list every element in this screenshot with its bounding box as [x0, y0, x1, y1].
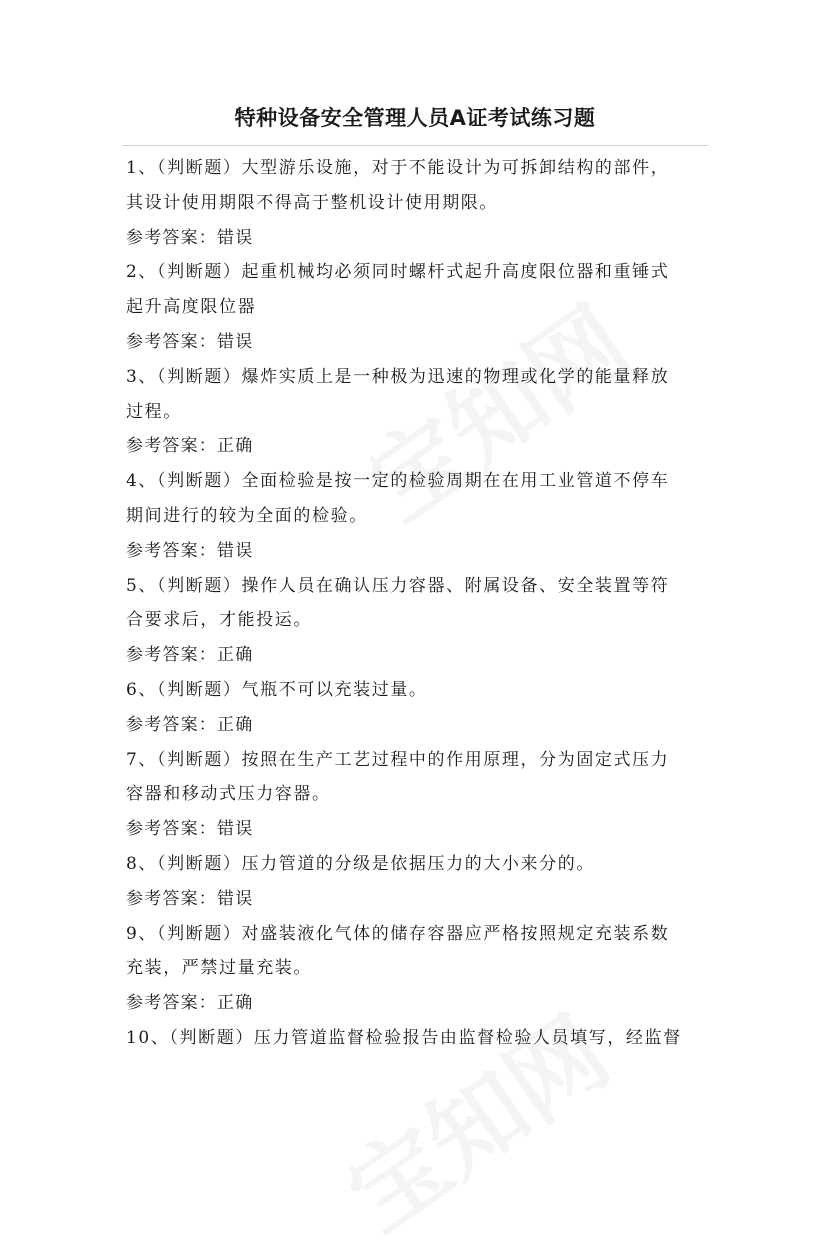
question-text-line: 起升高度限位器: [126, 297, 257, 318]
answer-label: 参考答案：: [126, 227, 217, 248]
answer-label: 参考答案：: [126, 819, 217, 840]
answer-value: 正确: [217, 436, 254, 457]
answer-label: 参考答案：: [126, 714, 217, 735]
question-text-line: 其设计使用期限不得高于整机设计使用期限。: [126, 192, 498, 213]
question-text-line: 合要求后，才能投运。: [126, 610, 312, 631]
question-list: [126, 151, 710, 1056]
question-text-line: 5、（判断题）操作人员在确认压力容器、附属设备、安全装置等符: [126, 575, 670, 596]
answer-label: 参考答案：: [126, 888, 217, 909]
question-text-line: 容器和移动式压力容器。: [126, 784, 331, 805]
answer-value: 正确: [217, 645, 254, 666]
answer-value: 错误: [217, 227, 254, 248]
answer-line: [126, 986, 710, 1021]
answer-value: 错误: [217, 331, 254, 352]
answer-label: 参考答案：: [126, 331, 217, 352]
question-text-line: 期间进行的较为全面的检验。: [126, 505, 368, 526]
answer-value: 错误: [217, 819, 254, 840]
title-divider: [122, 145, 708, 146]
answer-value: 正确: [217, 993, 254, 1014]
answer-value: 错误: [217, 888, 254, 909]
question-text-line: 1、（判断题）大型游乐设施，对于不能设计为可拆卸结构的部件，: [126, 158, 670, 178]
answer-line: [126, 882, 710, 917]
question-text-line: 充装，严禁过量充装。: [126, 958, 312, 979]
question-text-line: 6、（判断题）气瓶不可以充装过量。: [126, 679, 428, 700]
answer-line: [126, 221, 710, 256]
answer-line: [126, 638, 710, 673]
question-text-line: 10、（判断题）压力管道监督检验报告由监督检验人员填写，经监督: [126, 1027, 682, 1048]
question-text-line: 4、（判断题）全面检验是按一定的检验周期在在用工业管道不停车: [126, 471, 670, 492]
answer-value: 正确: [217, 714, 254, 735]
answer-line: [126, 812, 710, 847]
answer-label: 参考答案：: [126, 993, 217, 1014]
answer-value: 错误: [217, 540, 254, 561]
question-text-line: 2、（判断题）起重机械均必须同时螺杆式起升高度限位器和重锤式: [126, 262, 670, 283]
answer-label: 参考答案：: [126, 645, 217, 666]
question-text-line: 7、（判断题）按照在生产工艺过程中的作用原理，分为固定式压力: [126, 749, 670, 770]
question-text-line: 8、（判断题）压力管道的分级是依据压力的大小来分的。: [126, 853, 595, 874]
answer-line: [126, 429, 710, 464]
answer-label: 参考答案：: [126, 540, 217, 561]
answer-line: [126, 325, 710, 360]
answer-label: 参考答案：: [126, 436, 217, 457]
question-text-line: 9、（判断题）对盛装液化气体的储存容器应严格按照规定充装系数: [126, 923, 670, 944]
answer-line: [126, 534, 710, 569]
answer-line: [126, 708, 710, 743]
question-text-line: 3、（判断题）爆炸实质上是一种极为迅速的物理或化学的能量释放: [126, 366, 670, 387]
document-title: 特种设备安全管理人员A证考试练习题: [234, 106, 596, 130]
question-text-line: 过程。: [126, 401, 182, 422]
